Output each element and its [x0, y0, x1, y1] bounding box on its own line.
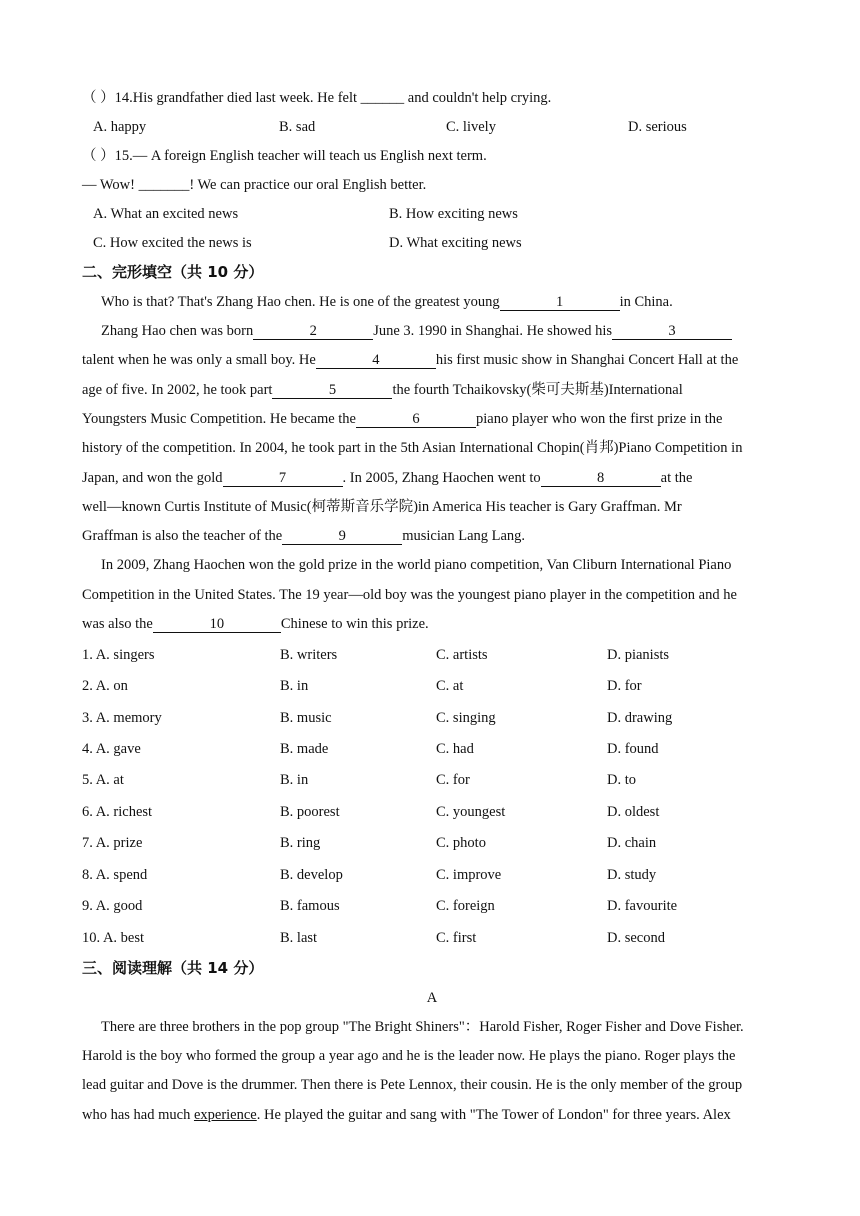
- text: . He played the guitar and sang with "The Tower of London" for three years. Alex: [256, 1107, 731, 1123]
- text: Japan, and won the gold: [82, 470, 223, 486]
- cloze-line-1: [82, 292, 673, 312]
- option-c: C. at: [436, 678, 464, 694]
- cloze-line-9: [82, 526, 525, 546]
- option-d: D. oldest: [607, 804, 660, 820]
- option-a: 10. A. best: [82, 930, 145, 946]
- option-b: B. last: [280, 930, 318, 946]
- option-d: D. found: [607, 741, 659, 757]
- option-d: D. chain: [607, 835, 657, 851]
- reading-line-3: lead guitar and Dove is the drummer. Then there is Pete Lennox, their cousin. He is the only member of the group: [82, 1077, 743, 1093]
- q15-option-b: B. How exciting news: [389, 206, 518, 222]
- option-c: C. foreign: [436, 898, 495, 914]
- option-d: D. favourite: [607, 898, 678, 914]
- option-d: D. for: [607, 678, 642, 694]
- text: piano player who won the first prize in the: [476, 411, 723, 427]
- blank-5: 5: [272, 382, 392, 399]
- cloze-line-11: Competition in the United States. The 19 year—old boy was the youngest piano player in the competition and he: [82, 587, 737, 603]
- option-b: B. famous: [280, 898, 340, 914]
- text: his first music show in Shanghai Concert Hall at the: [435, 352, 739, 368]
- blank-4: 4: [316, 352, 436, 369]
- option-b: B. in: [280, 772, 309, 788]
- q14-option-c: C. lively: [446, 119, 496, 135]
- option-c: C. youngest: [436, 804, 506, 820]
- text: June 3. 1990 in Shanghai. He showed his: [373, 323, 613, 339]
- option-b: B. writers: [280, 647, 338, 663]
- cloze-line-4: [82, 380, 683, 400]
- cloze-line-12: [82, 614, 429, 634]
- option-d: D. study: [607, 867, 657, 883]
- blank-9: 9: [282, 528, 402, 545]
- blank-8: 8: [541, 470, 661, 487]
- question-15-stem: （ ）15.— A foreign English teacher will teach us English next term.: [82, 148, 487, 164]
- reading-line-4: [82, 1105, 731, 1125]
- option-a: 7. A. prize: [82, 835, 143, 851]
- option-a: 5. A. at: [82, 772, 124, 788]
- option-c: C. first: [436, 930, 477, 946]
- section-2-title: 二、完形填空（共 10 分）: [82, 263, 264, 281]
- cloze-line-2: [82, 321, 732, 341]
- cloze-line-7: [82, 468, 692, 488]
- text: in China.: [619, 294, 673, 310]
- blank-2: 2: [253, 323, 373, 340]
- q15-option-c: C. How excited the news is: [93, 235, 252, 251]
- option-c: C. had: [436, 741, 474, 757]
- text: Who is that? That's Zhang Hao chen. He is one of the greatest young: [101, 294, 500, 310]
- text: Graffman is also the teacher of the: [82, 528, 283, 544]
- option-a: 8. A. spend: [82, 867, 148, 883]
- option-b: B. poorest: [280, 804, 340, 820]
- cloze-line-8: well—known Curtis Institute of Music(柯蒂斯音乐学院)in America His teacher is Gary Graffman. Mr: [82, 499, 682, 515]
- q14-option-a: A. happy: [93, 119, 147, 135]
- cloze-line-3: [82, 350, 738, 370]
- option-a: 1. A. singers: [82, 647, 155, 663]
- option-a: 4. A. gave: [82, 741, 141, 757]
- option-b: B. develop: [280, 867, 343, 883]
- option-b: B. music: [280, 710, 332, 726]
- text: the fourth Tchaikovsky(柴可夫斯基)International: [392, 382, 683, 398]
- question-15-line2: — Wow! _______! We can practice our oral English better.: [82, 177, 427, 193]
- text: Zhang Hao chen was born: [101, 323, 254, 339]
- q14-option-b: B. sad: [279, 119, 316, 135]
- blank-10: 10: [153, 616, 281, 633]
- text: at the: [660, 470, 693, 486]
- text: Youngsters Music Competition. He became the: [82, 411, 356, 427]
- cloze-line-5: [82, 409, 722, 429]
- option-c: C. artists: [436, 647, 488, 663]
- section-3-title: 三、阅读理解（共 14 分）: [82, 959, 264, 977]
- passage-label: A: [426, 990, 438, 1006]
- option-b: B. in: [280, 678, 309, 694]
- option-c: C. photo: [436, 835, 486, 851]
- text: Chinese to win this prize.: [280, 616, 429, 632]
- blank-3: 3: [612, 323, 732, 340]
- blank-6: 6: [356, 411, 476, 428]
- option-c: C. singing: [436, 710, 496, 726]
- text: age of five. In 2002, he took part: [82, 382, 273, 398]
- text: who has had much: [82, 1107, 194, 1123]
- text: . In 2005, Zhang Haochen went to: [342, 470, 541, 486]
- option-a: 2. A. on: [82, 678, 128, 694]
- text: talent when he was only a small boy. He: [82, 352, 316, 368]
- blank-7: 7: [223, 470, 343, 487]
- option-a: 9. A. good: [82, 898, 143, 914]
- underlined-word: experience: [193, 1107, 257, 1123]
- text: musician Lang Lang.: [402, 528, 526, 544]
- option-a: 3. A. memory: [82, 710, 162, 726]
- option-d: D. drawing: [607, 710, 673, 726]
- option-b: B. ring: [280, 835, 321, 851]
- reading-line-2: Harold is the boy who formed the group a year ago and he is the leader now. He plays the piano. Roger plays the: [82, 1048, 736, 1064]
- option-d: D. to: [607, 772, 636, 788]
- option-a: 6. A. richest: [82, 804, 153, 820]
- cloze-line-10: In 2009, Zhang Haochen won the gold prize in the world piano competition, Van Cliburn International Piano: [101, 557, 732, 573]
- option-d: D. second: [607, 930, 665, 946]
- q15-option-d: D. What exciting news: [389, 235, 522, 251]
- q15-option-a: A. What an excited news: [93, 206, 239, 222]
- text: was also the: [82, 616, 153, 632]
- reading-line-1: There are three brothers in the pop group "The Bright Shiners"：Harold Fisher, Roger Fisher and Dove Fisher.: [101, 1019, 744, 1035]
- option-c: C. for: [436, 772, 470, 788]
- option-b: B. made: [280, 741, 329, 757]
- option-c: C. improve: [436, 867, 502, 883]
- q14-option-d: D. serious: [628, 119, 687, 135]
- blank-1: 1: [500, 294, 620, 311]
- option-d: D. pianists: [607, 647, 670, 663]
- question-14-stem: （ ）14.His grandfather died last week. He felt ______ and couldn't help crying.: [82, 90, 552, 106]
- cloze-line-6: history of the competition. In 2004, he took part in the 5th Asian International Chopin(肖邦)Piano Competition in: [82, 440, 743, 456]
